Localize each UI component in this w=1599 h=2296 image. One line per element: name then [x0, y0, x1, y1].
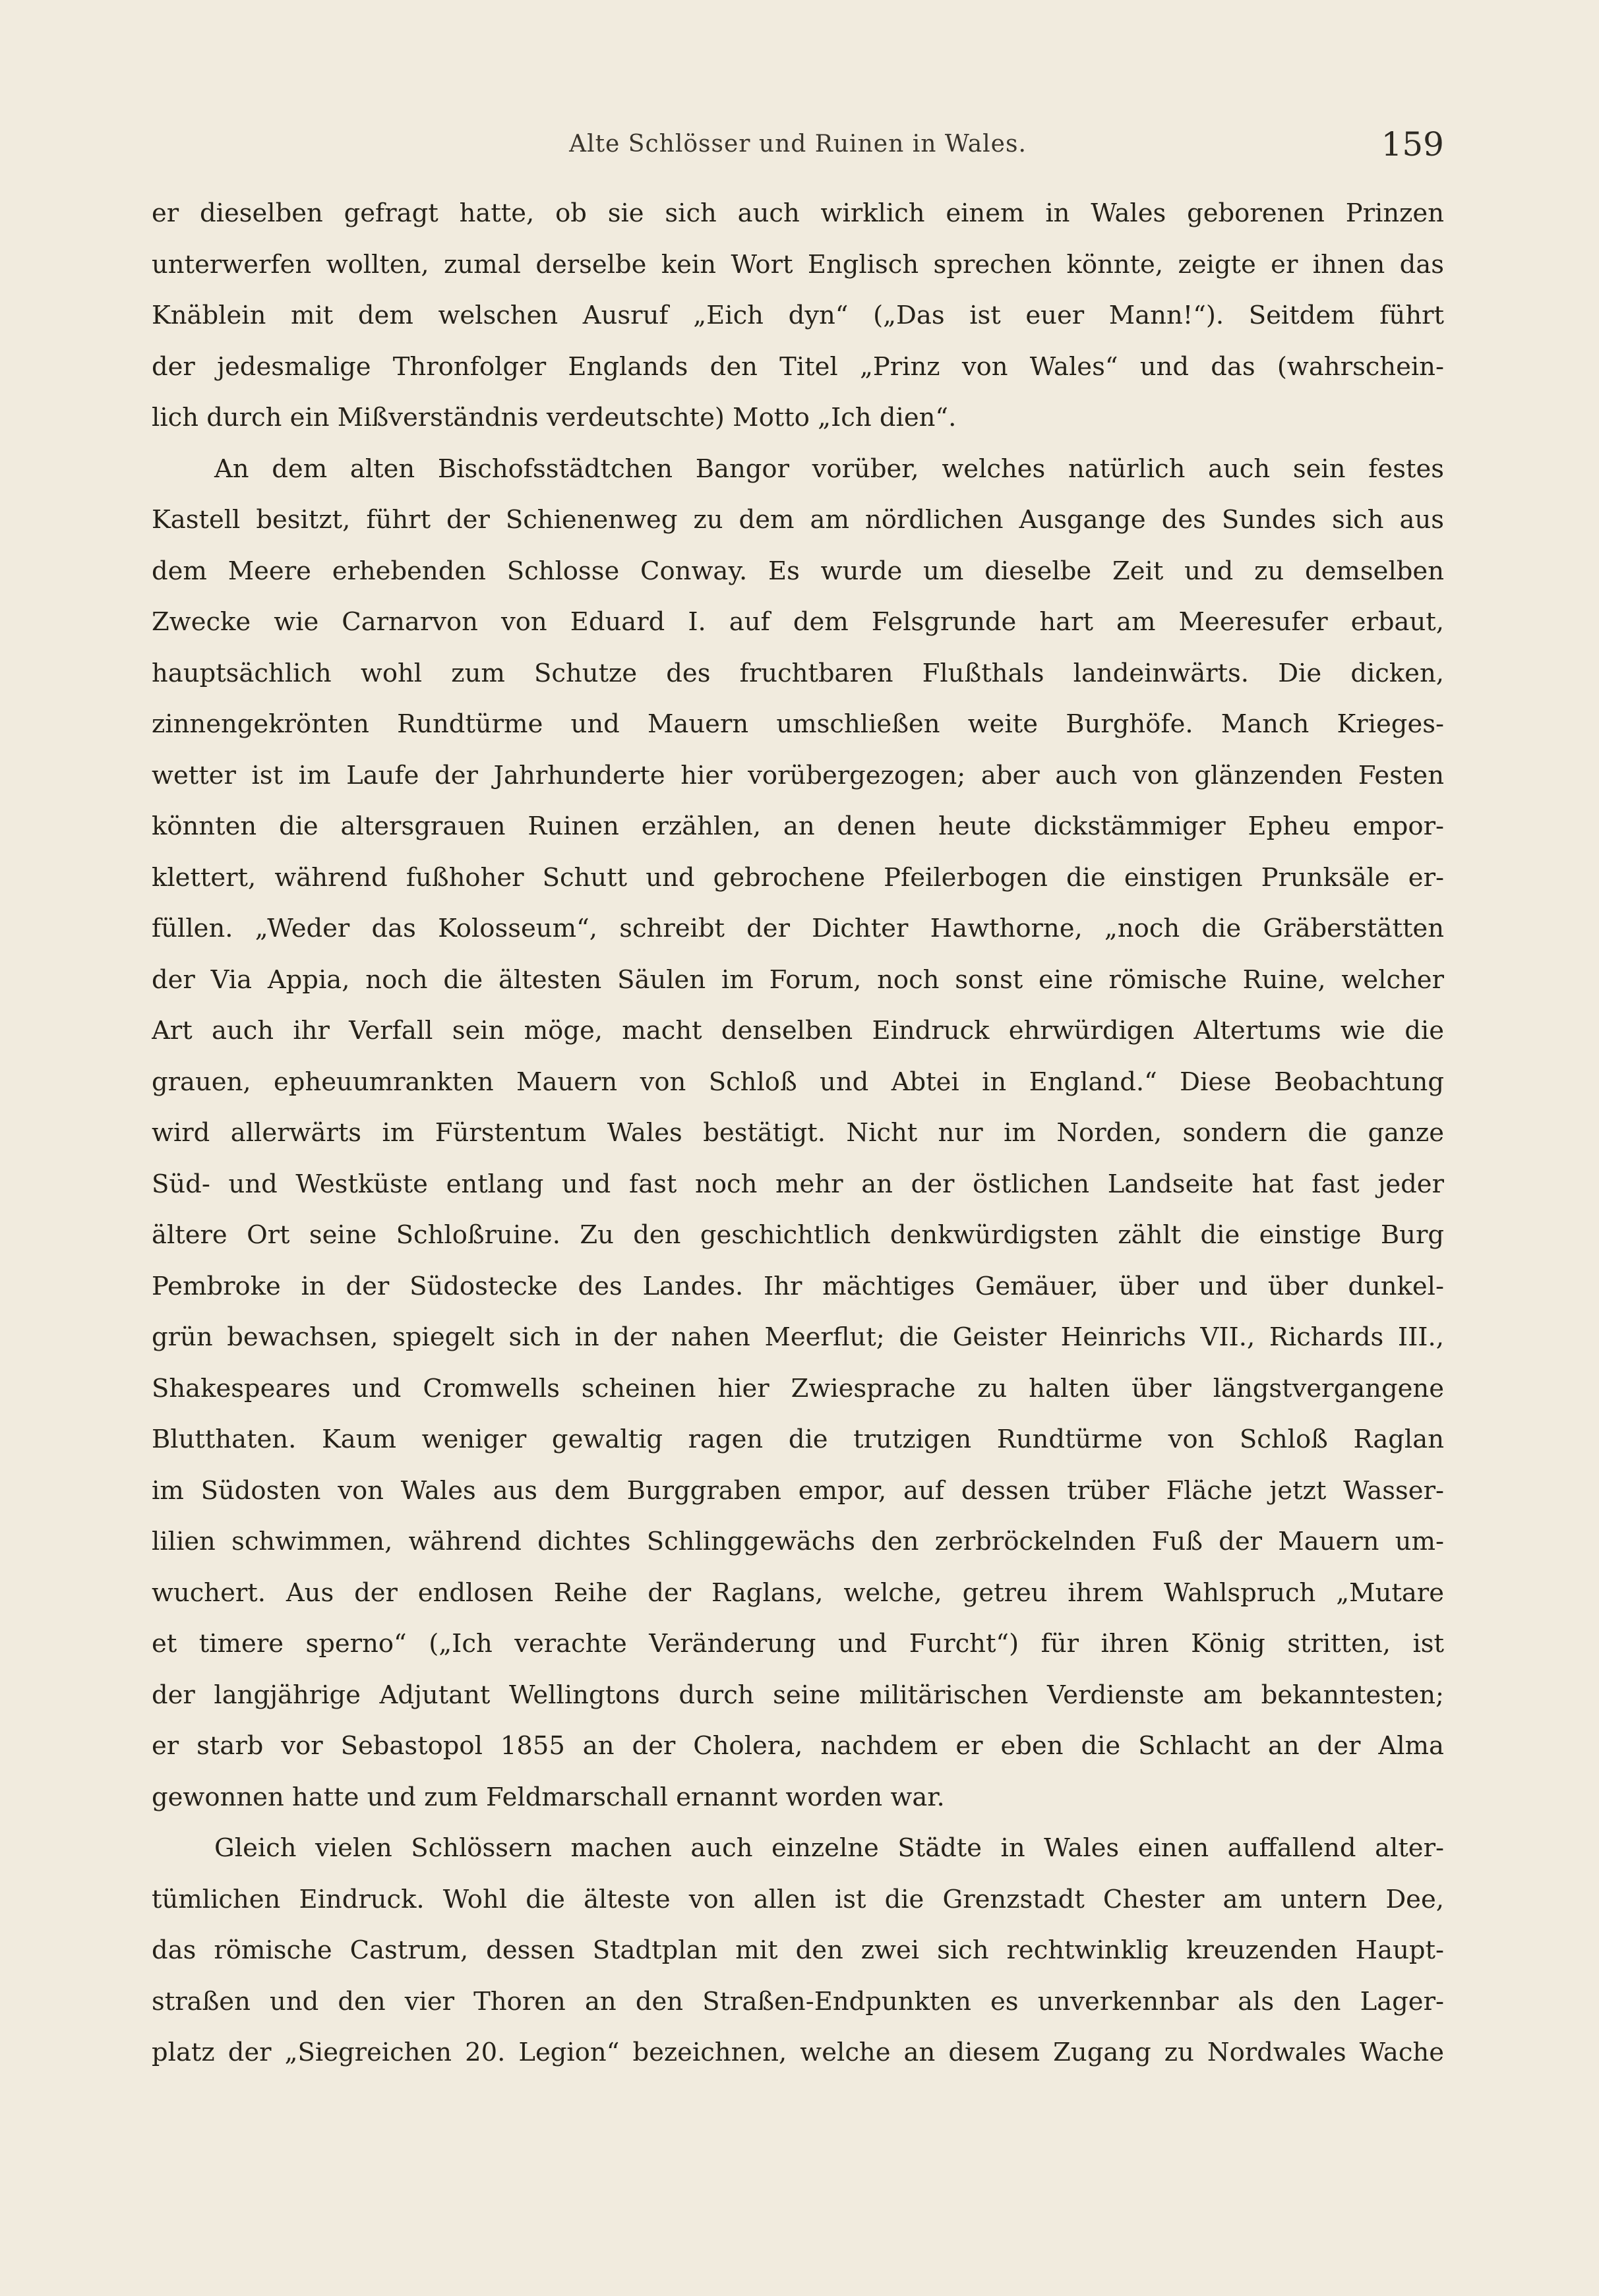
text-line: der langjährige Adjutant Wellingtons durch seine militärischen Verdienste am bekanntesten; [152, 1680, 1444, 1710]
text-line: grün bewachsen, spiegelt sich in der nahen Meerflut; die Geister Heinrichs VII., Richards III., [152, 1322, 1444, 1352]
text-line: Süd- und Westküste entlang und fast noch mehr an der östlichen Landseite hat fast jeder [152, 1169, 1444, 1199]
text-line: Art auch ihr Verfall sein möge, macht denselben Eindruck ehrwürdigen Altertums wie die [152, 1016, 1444, 1045]
text-line: zinnengekrönten Rundtürme und Mauern umschließen weite Burghöfe. Manch Krieges- [152, 709, 1444, 739]
text-line: wetter ist im Laufe der Jahrhunderte hier vorübergezogen; aber auch von glänzenden Festen [152, 760, 1444, 790]
text-line: Gleich vielen Schlössern machen auch einzelne Städte in Wales einen auffallend alter- [214, 1833, 1444, 1863]
text-line: Shakespeares und Cromwells scheinen hier Zwiesprache zu halten über längstvergangene [152, 1373, 1444, 1403]
text-line: Zwecke wie Carnarvon von Eduard I. auf dem Felsgrunde hart am Meeresufer erbaut, [152, 607, 1444, 637]
page-header [152, 125, 1444, 171]
text-line: An dem alten Bischofsstädtchen Bangor vorüber, welches natürlich auch sein festes [214, 454, 1444, 484]
text-line: das römische Castrum, dessen Stadtplan mit den zwei sich rechtwinklig kreuzenden Haupt- [152, 1935, 1444, 1965]
text-line: ältere Ort seine Schloßruine. Zu den geschichtlich denkwürdigsten zählt die einstige Burg [152, 1220, 1444, 1250]
text-line: Knäblein mit dem welschen Ausruf „Eich dyn“ („Das ist euer Mann!“). Seitdem führt [152, 301, 1444, 330]
text-line: wird allerwärts im Fürstentum Wales bestätigt. Nicht nur im Norden, sondern die ganze [152, 1118, 1444, 1148]
text-line: füllen. „Weder das Kolosseum“, schreibt der Dichter Hawthorne, „noch die Gräberstätten [152, 914, 1444, 943]
text-line: klettert, während fußhoher Schutt und gebrochene Pfeilerbogen die einstigen Prunksäle er- [152, 862, 1444, 893]
running-title: Alte Schlösser und Ruinen in Wales. [569, 131, 1027, 158]
text-line: er starb vor Sebastopol 1855 an der Cholera, nachdem er eben die Schlacht an der Alma [152, 1731, 1444, 1761]
text-line: et timere sperno“ („Ich verachte Veränderung und Furcht“) für ihren König stritten, ist [152, 1629, 1444, 1659]
text-line: im Südosten von Wales aus dem Burggraben empor, auf dessen trüber Fläche jetzt Wasser- [152, 1475, 1444, 1506]
text-line: grauen, epheuumrankten Mauern von Schloß und Abtei in England.“ Diese Beobachtung [152, 1067, 1444, 1097]
text-line: lilien schwimmen, während dichtes Schlinggewächs den zerbröckelnden Fuß der Mauern um- [152, 1527, 1444, 1556]
text-line: lich durch ein Mißverständnis verdeutschte) Motto „Ich dien“. [152, 403, 957, 432]
body-text [152, 188, 1444, 2078]
text-line: unterwerfen wollten, zumal derselbe kein Wort Englisch sprechen könnte, zeigte er ihnen das [152, 249, 1444, 280]
text-line: wuchert. Aus der endlosen Reihe der Raglans, welche, getreu ihrem Wahlspruch „Mutare [152, 1577, 1444, 1608]
text-line: der jedesmalige Thronfolger Englands den Titel „Prinz von Wales“ und das (wahrschein- [152, 351, 1444, 382]
text-line: Blutthaten. Kaum weniger gewaltig ragen die trutzigen Rundtürme von Schloß Raglan [152, 1425, 1444, 1454]
text-line: gewonnen hatte und zum Feldmarschall ernannt worden war. [152, 1782, 945, 1812]
text-line: er dieselben gefragt hatte, ob sie sich auch wirklich einem in Wales geborenen Prinzen [152, 198, 1444, 228]
text-line: dem Meere erhebenden Schlosse Conway. Es wurde um dieselbe Zeit und zu demselben [152, 556, 1444, 586]
text-line: der Via Appia, noch die ältesten Säulen im Forum, noch sonst eine römische Ruine, welcher [152, 964, 1444, 995]
text-line: tümlichen Eindruck. Wohl die älteste von allen ist die Grenzstadt Chester am untern Dee, [152, 1884, 1444, 1914]
text-line: Pembroke in der Südostecke des Landes. Ihr mächtiges Gemäuer, über und über dunkel- [152, 1271, 1444, 1301]
page-number: 159 [1381, 125, 1444, 163]
text-line: platz der „Siegreichen 20. Legion“ bezeichnen, welche an diesem Zugang zu Nordwales Wache [152, 2038, 1444, 2067]
text-line: straßen und den vier Thoren an den Straßen-Endpunkten es unverkennbar als den Lager- [152, 1986, 1444, 2016]
text-line: hauptsächlich wohl zum Schutze des fruchtbaren Flußthals landeinwärts. Die dicken, [152, 658, 1444, 688]
text-line: könnten die altersgrauen Ruinen erzählen, an denen heute dickstämmiger Epheu empor- [152, 811, 1444, 841]
text-line: Kastell besitzt, führt der Schienenweg zu dem am nördlichen Ausgange des Sundes sich aus [152, 505, 1444, 535]
